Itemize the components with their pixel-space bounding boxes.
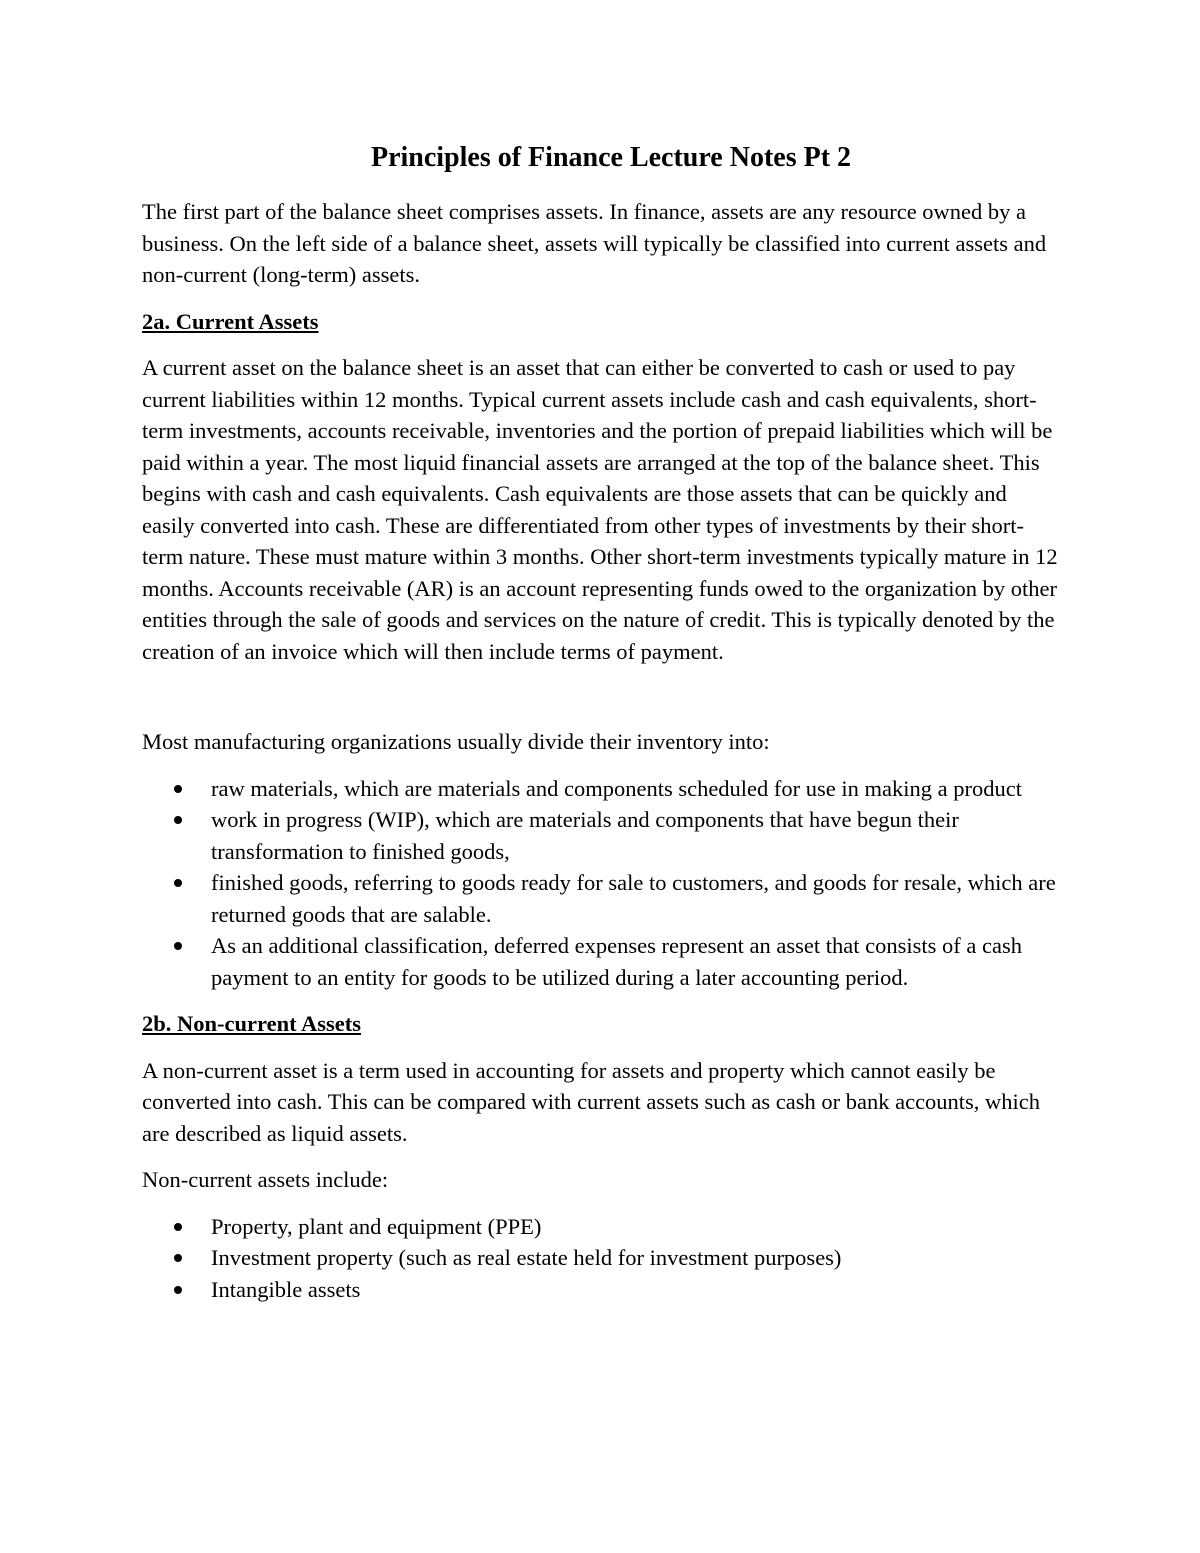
list-item: [142, 930, 1062, 993]
document-page: [142, 140, 1062, 1320]
list-item-text: Intangible assets: [211, 1276, 361, 1302]
list-item-text: As an additional classification, deferred expenses represent an asset that consists of a cash payment to an entity for goods to be utilized during a later accounting period.: [211, 933, 1022, 990]
bullet-icon: [174, 879, 182, 887]
list-item: [142, 773, 1062, 805]
inventory-list: [142, 773, 1062, 994]
current-assets-paragraph: A current asset on the balance sheet is an asset that can either be converted to cash or used to pay current liabilities within 12 months. Typical current assets include cash and cash equivalents, short-term investments, accounts receivable, inventories and the portion of prepaid liabilities which will be paid within a year. The most liquid financial assets are arranged at the top of the balance sheet. This begins with cash and cash equivalents. Cash equivalents are those assets that can be quickly and easily converted into cash. These are differentiated from other types of investments by their short-term nature. These must mature within 3 months. Other short-term investments typically mature in 12 months. Accounts receivable (AR) is an account representing funds owed to the organization by other entities through the sale of goods and services on the nature of credit. This is typically denoted by the creation of an invoice which will then include terms of payment.: [142, 355, 1058, 664]
non-current-list-intro: Non-current assets include:: [142, 1167, 389, 1192]
list-item-text: finished goods, referring to goods ready for sale to customers, and goods for resale, which are returned goods that are salable.: [211, 870, 1056, 927]
list-item: [142, 1274, 1062, 1306]
bullet-icon: [174, 942, 182, 950]
non-current-assets-list: [142, 1211, 1062, 1306]
list-item: [142, 1211, 1062, 1243]
bullet-icon: [174, 816, 182, 824]
intro-paragraph: The first part of the balance sheet comprises assets. In finance, assets are any resource owned by a business. On the left side of a balance sheet, assets will typically be classified into current assets and non-current (long-term) assets.: [142, 199, 1047, 287]
non-current-assets-paragraph: A non-current asset is a term used in accounting for assets and property which cannot easily be converted into cash. This can be compared with current assets such as cash or bank accounts, which are described as liquid assets.: [142, 1057, 1041, 1146]
bullet-icon: [174, 785, 182, 793]
section-heading-current-assets: 2a. Current Assets: [142, 308, 319, 334]
bullet-icon: [174, 1223, 182, 1231]
bullet-icon: [174, 1254, 182, 1262]
inventory-intro: Most manufacturing organizations usually divide their inventory into:: [142, 729, 770, 754]
list-item: [142, 804, 1062, 867]
list-item: [142, 867, 1062, 930]
list-item: [142, 1242, 1062, 1274]
list-item-text: raw materials, which are materials and components scheduled for use in making a product: [211, 775, 1022, 801]
section-heading-non-current-assets: 2b. Non-current Assets: [142, 1011, 361, 1036]
list-item-text: Investment property (such as real estate held for investment purposes): [211, 1245, 842, 1270]
list-item-text: Property, plant and equipment (PPE): [211, 1213, 542, 1239]
paragraph-spacer: [142, 682, 1062, 726]
document-title: Principles of Finance Lecture Notes Pt 2: [370, 142, 852, 173]
bullet-icon: [174, 1286, 182, 1294]
list-item-text: work in progress (WIP), which are materials and components that have begun their transformation to finished goods,: [211, 807, 959, 864]
